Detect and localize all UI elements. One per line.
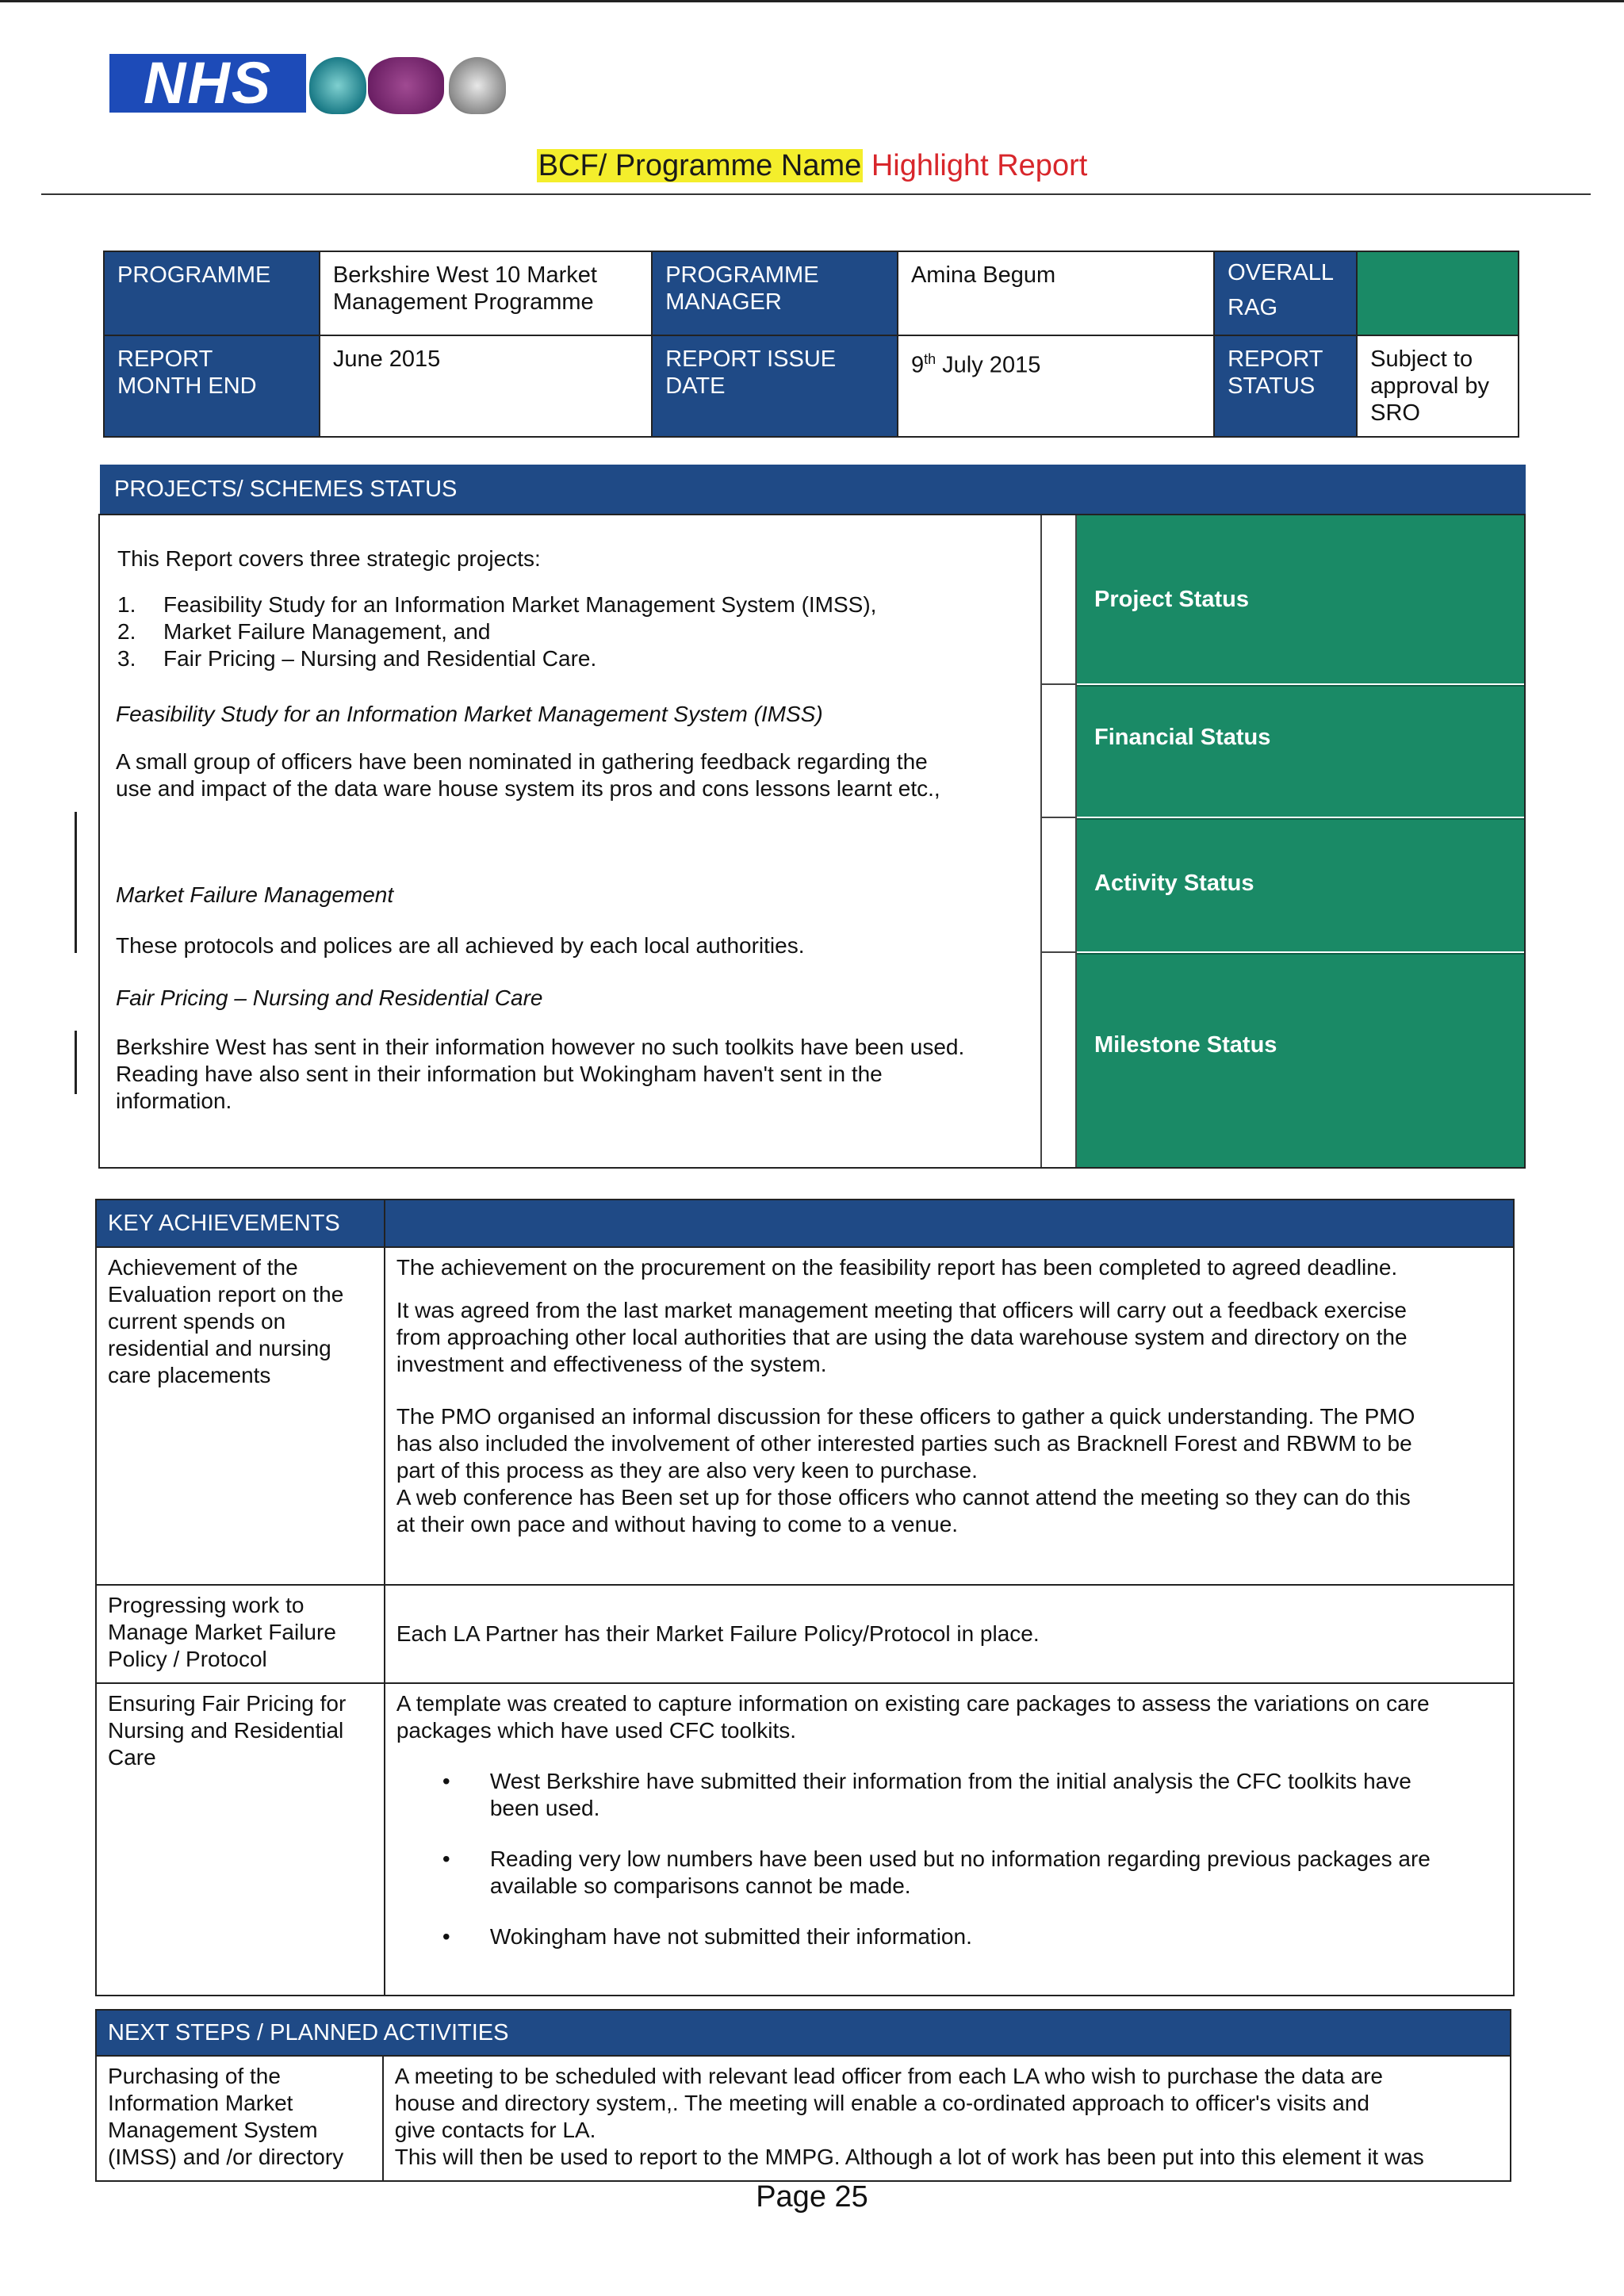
- page-number: Page 25: [756, 2180, 868, 2214]
- projects-list: [117, 591, 1037, 672]
- nhs-logo-strip: [109, 50, 522, 117]
- imss-subheading: Feasibility Study for an Information Market Management System (IMSS): [116, 702, 823, 726]
- projects-intro: This Report covers three strategic projects:: [117, 546, 541, 571]
- market-failure-subheading: Market Failure Management: [116, 882, 394, 907]
- fair-pricing-subheading: Fair Pricing – Nursing and Residential Care: [116, 985, 543, 1010]
- activity-status-cell: Activity Status: [1077, 818, 1524, 951]
- title-rule: [41, 193, 1591, 195]
- margin-change-mark: [75, 812, 77, 953]
- market-failure-label: Progressing work to Manage Market Failure Policy / Protocol: [96, 1585, 385, 1683]
- projects-list-item: 1. Feasibility Study for an Information Market Management System (IMSS),: [117, 592, 877, 617]
- fair-pricing-bullets: [396, 1768, 1502, 1950]
- list-item: • Reading very low numbers have been used but no information regarding previous packages are available so comparisons cannot be made.: [396, 1846, 1502, 1900]
- list-item: • Wokingham have not submitted their information.: [396, 1923, 1502, 1950]
- key-achievements-heading-fill: [385, 1200, 1514, 1247]
- programme-label: PROGRAMME: [104, 251, 320, 335]
- project-status-cell: Project Status: [1077, 515, 1524, 683]
- milestone-status-cell: Milestone Status: [1077, 953, 1524, 1167]
- title-highlight: BCF/ Programme Name: [538, 149, 862, 182]
- market-failure-achievement: Each LA Partner has their Market Failure Policy/Protocol in place.: [385, 1585, 1514, 1683]
- projects-list-item: 2. Market Failure Management, and: [117, 619, 491, 644]
- top-border-line: [0, 0, 1624, 2]
- next-steps-table: [95, 2009, 1511, 2182]
- overall-rag-value: [1357, 251, 1519, 335]
- report-month-label: REPORT MONTH END: [104, 335, 320, 437]
- evaluation-report-text: The achievement on the procurement on the feasibility report has been completed to agreed deadline. It was agreed from the last market management meeting that officers will carry out a feedback exercise from approaching other local authorities that are using the data warehouse system and directory on the investment and effectiveness of the system. The PMO organised an informal discussion for these officers to gather a quick understanding. The PMO has also included the involvement of other interested parties such as Bracknell Forest and RBWM to be part of this process as they are also very keen to purchase. A web conference has Been set up for those officers who cannot attend the meeting so they can do this at their own pace and without having to come to a venue.: [385, 1247, 1514, 1585]
- key-achievements-table: [95, 1199, 1515, 1996]
- gap-rule-1: [1042, 683, 1077, 685]
- nhs-logo: NHS: [109, 54, 306, 113]
- list-item: • West Berkshire have submitted their information from the initial analysis the CFC toolkits have been used.: [396, 1768, 1502, 1822]
- imss-text: A small group of officers have been nominated in gathering feedback regarding the use and impact of the data ware house system its pros and cons lessons learnt etc.,: [116, 749, 940, 801]
- projects-heading: PROJECTS/ SCHEMES STATUS: [100, 465, 1526, 514]
- manager-value: Amina Begum: [898, 251, 1214, 335]
- crest-icon-teal: [309, 57, 366, 114]
- programme-value: Berkshire West 10 Market Management Programme: [320, 251, 652, 335]
- financial-status-cell: Financial Status: [1077, 685, 1524, 817]
- imss-purchase-label: Purchasing of the Information Market Management System (IMSS) and /or directory: [96, 2056, 383, 2181]
- next-steps-heading: NEXT STEPS / PLANNED ACTIVITIES: [96, 2010, 1511, 2056]
- fair-pricing-label: Ensuring Fair Pricing for Nursing and Residential Care: [96, 1683, 385, 1996]
- issue-date-label: REPORT ISSUE DATE: [652, 335, 898, 437]
- imss-purchase-text: A meeting to be scheduled with relevant lead officer from each LA who wish to purchase the data are house and directory system,. The meeting will enable a co-ordinated approach to officer's visits and give contacts for LA. This will then be used to report to the MMPG. Although a lot of work has been put into this element it was: [383, 2056, 1511, 2181]
- fair-pricing-achievement: A template was created to capture information on existing care packages to assess the variations on care packages which have used CFC toolkits. • West Berkshire have submitted their information from the initial analysis the CFC toolkits have been used. • Reading very low numbers have been used but no information regarding previous packages are available so comparisons cannot be made. • Wokingham have not submitted their information.: [385, 1683, 1514, 1996]
- report-status-value: Subject to approval by SRO: [1357, 335, 1519, 437]
- evaluation-report-label: Achievement of the Evaluation report on the current spends on residential and nursing care placements: [96, 1247, 385, 1585]
- fair-pricing-text: Berkshire West has sent in their information however no such toolkits have been used. Reading have also sent in their information but Wokingham haven't sent in the information.: [116, 1035, 965, 1113]
- manager-label: PROGRAMME MANAGER: [652, 251, 898, 335]
- projects-list-item: 3. Fair Pricing – Nursing and Residential Care.: [117, 646, 597, 671]
- report-month-value: June 2015: [320, 335, 652, 437]
- crest-icon-purple: [368, 57, 444, 114]
- crest-icon-grey: [449, 57, 506, 114]
- margin-change-mark: [75, 1031, 77, 1094]
- report-title: [0, 149, 1624, 183]
- programme-header-table: [103, 251, 1519, 438]
- market-failure-text: These protocols and polices are all achieved by each local authorities.: [116, 933, 805, 958]
- key-achievements-heading: KEY ACHIEVEMENTS: [96, 1200, 385, 1247]
- gap-rule-2: [1042, 817, 1077, 818]
- title-red: Highlight Report: [871, 149, 1088, 182]
- projects-divider-1: [1040, 515, 1042, 1167]
- gap-rule-3: [1042, 951, 1077, 953]
- report-status-label: REPORT STATUS: [1214, 335, 1357, 437]
- issue-date-value: 9th July 2015: [898, 335, 1214, 437]
- overall-rag-label: OVERALL RAG: [1214, 251, 1357, 335]
